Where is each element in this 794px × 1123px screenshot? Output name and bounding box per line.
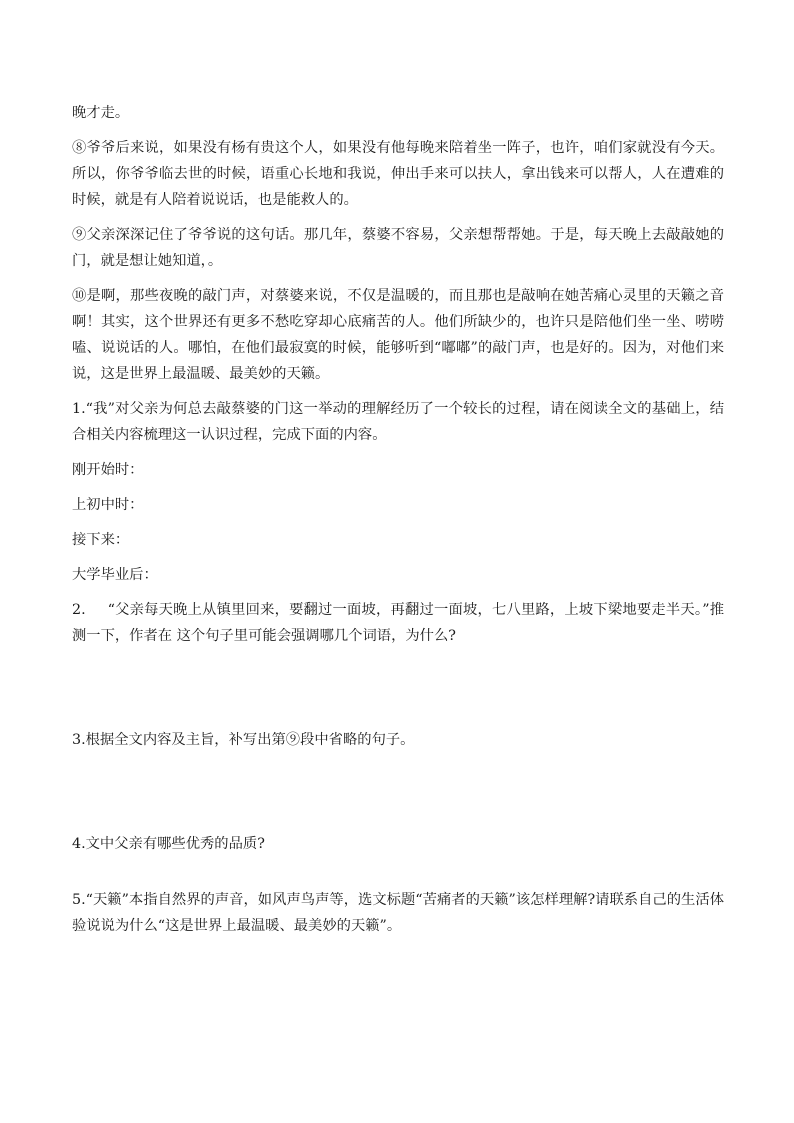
q1-stage-next: 接下来： — [72, 532, 130, 548]
paragraph-10: ⑩是啊，那些夜晚的敲门声，对蔡婆来说，不仅是温暖的，而且那也是敲响在她苦痛心灵里的天籁之音啊！其实，这个世界还有更多不愁吃穿却心底痛苦的人。他们所缺少的，也许只是陪他们坐一坐、唠唠嗑、说说话的人。哪怕，在他们最寂寞的时候，能够听到“嘟嘟”的敲门声，也是好的。因为，对他们来说，这是世界上最温暖、最美妙的天籁。 — [72, 288, 724, 382]
question-1: 1.“我”对父亲为何总去敲蔡婆的门这一举动的理解经历了一个较长的过程，请在阅读全文的基础上，结合相关内容梳理这一认识过程，完成下面的内容。 — [72, 401, 724, 443]
q1-stage-junior-high: 上初中时： — [72, 497, 144, 513]
answer-space-q4 — [72, 857, 724, 887]
question-3: 3.根据全文内容及主旨，补写出第⑨段中省略的句子。 — [72, 732, 415, 748]
question-2 — [72, 597, 724, 649]
paragraph-continued: 晚才走。 — [72, 105, 130, 121]
answer-space-q2 — [72, 649, 724, 727]
document-page — [72, 100, 724, 939]
question-4: 4.文中父亲有哪些优秀的品质? — [72, 836, 265, 852]
answer-space-q3 — [72, 753, 724, 831]
q1-stage-after-college: 大学毕业后： — [72, 567, 158, 583]
question-2-number: 2. — [72, 602, 86, 618]
paragraph-9: ⑨父亲深深记住了爷爷说的这句话。那几年，蔡婆不容易，父亲想帮帮她。于是，每天晚上去敲敲她的门，就是想让她知道，。 — [72, 227, 724, 269]
paragraph-8: ⑧爷爷后来说，如果没有杨有贵这个人，如果没有他每晚来陪着坐一阵子，也许，咱们家就没有今天。所以，你爷爷临去世的时候，语重心长地和我说，伸出手来可以扶人，拿出钱来可以帮人，人在遭难的时候，就是有人陪着说说话，也是能救人的。 — [72, 140, 724, 208]
question-2-text: “父亲每天晚上从镇里回来，要翻过一面坡，再翻过一面坡，七八里路，上坡下梁地要走半天。”推测一下，作者在 这个句子里可能会强调哪几个词语，为什么? — [72, 602, 724, 644]
q1-stage-start: 刚开始时： — [72, 462, 144, 478]
question-5: 5.“天籁”本指自然界的声音，如风声鸟声等，选文标题“苦痛者的天籁”该怎样理解?请联系自己的生活体验说说为什么“这是世界上最温暖、最美妙的天籁”。 — [72, 892, 724, 934]
